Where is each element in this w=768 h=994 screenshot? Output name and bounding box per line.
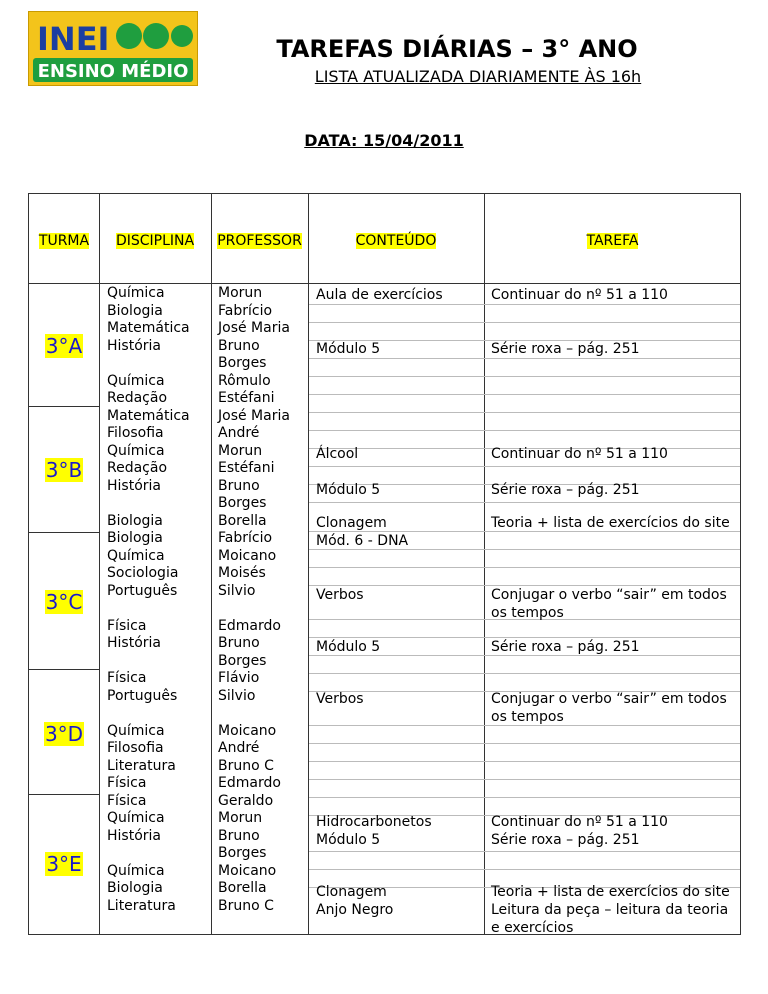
- disciplina-cell: Física: [107, 792, 147, 809]
- professor-cell: Bruno C: [218, 757, 274, 774]
- turma-divider: [28, 406, 99, 407]
- disciplina-cell: Física: [107, 775, 147, 791]
- professor-cell: Edmardo: [218, 775, 281, 791]
- tarefa-cell: Série roxa – pág. 251: [491, 341, 640, 357]
- professor-cell: Silvio: [218, 687, 256, 704]
- disciplina-cell: História: [107, 337, 161, 354]
- conteudo-cell: Clonagem: [316, 884, 387, 900]
- disciplina-cell: Português: [107, 582, 178, 599]
- professor-cell: Rômulo: [218, 372, 271, 389]
- tarefa-cell: Continuar do nº 51 a 110: [491, 814, 668, 830]
- tarefa-cell: Série roxa – pág. 251: [491, 482, 640, 498]
- tarefa-cell: Conjugar o verbo “sair” em todos os tempos: [491, 691, 727, 725]
- disciplina-cell: Filosofia: [107, 740, 164, 756]
- disciplina-cell: Matemática: [107, 407, 190, 424]
- professor-cell: Borges: [218, 652, 267, 669]
- professor-cell: Borges: [218, 845, 267, 861]
- professor-cell: Edmardo: [218, 617, 281, 634]
- conteudo-cell: Álcool: [316, 446, 359, 462]
- turma-divider: [28, 532, 99, 533]
- turma-label: 3°D: [44, 722, 84, 746]
- professor-cell: Bruno: [218, 827, 260, 844]
- professor-cell: Estéfani: [218, 390, 275, 406]
- professor-cell: Flávio: [218, 670, 260, 686]
- col-header-conteudo: CONTEÚDO: [355, 233, 437, 249]
- disciplina-cell: História: [107, 477, 161, 494]
- professor-cell: Bruno: [218, 477, 260, 494]
- professor-cell: Bruno: [218, 635, 260, 651]
- disciplina-cell: Redação: [107, 460, 168, 476]
- disciplina-cell: Redação: [107, 390, 168, 406]
- tarefa-cell: Teoria + lista de exercícios do site: [491, 884, 730, 900]
- conteudo-cell: Hidrocarbonetos: [316, 814, 432, 830]
- conteudo-cell: Módulo 5: [316, 639, 381, 655]
- tarefa-cell: Série roxa – pág. 251: [491, 639, 640, 655]
- tarefa-cell: Continuar do nº 51 a 110: [491, 446, 668, 462]
- professor-cell: Moicano: [218, 722, 277, 739]
- professor-cell: Bruno C: [218, 897, 274, 914]
- professor-cell: Morun: [218, 810, 263, 826]
- disciplina-cell: Química: [107, 547, 165, 564]
- disciplina-cell: Matemática: [107, 320, 190, 336]
- professor-cell: Morun: [218, 442, 263, 459]
- logo-top-text: INEI: [37, 20, 110, 58]
- disciplina-cell: Química: [107, 810, 165, 826]
- professor-cell: Geraldo: [218, 792, 274, 809]
- turma-label: 3°E: [46, 852, 82, 876]
- professor-cell: José Maria: [218, 407, 290, 424]
- disciplina-cell: História: [107, 827, 161, 844]
- page-date: DATA: 15/04/2011: [304, 131, 464, 150]
- tarefa-cell: Teoria + lista de exercícios do site: [491, 515, 730, 531]
- disciplina-cell: Literatura: [107, 897, 176, 914]
- col-header-professor: PROFESSOR: [217, 233, 302, 249]
- conteudo-cell: Módulo 5: [316, 341, 381, 357]
- disciplina-cell: Física: [107, 670, 147, 686]
- disciplina-cell: Sociologia: [107, 565, 179, 581]
- professor-cell: Borges: [218, 495, 267, 511]
- disciplina-cell: Português: [107, 687, 178, 704]
- professor-cell: Bruno: [218, 337, 260, 354]
- turma-label: 3°A: [45, 334, 83, 358]
- disciplina-cell: Química: [107, 372, 165, 389]
- conteudo-cell: Módulo 5: [316, 482, 381, 498]
- disciplina-cell: Biologia: [107, 880, 163, 896]
- professor-cell: Fabrício: [218, 530, 273, 546]
- tarefa-cell: Continuar do nº 51 a 110: [491, 287, 668, 303]
- page-title: TAREFAS DIÁRIAS – 3° ANO: [276, 35, 638, 63]
- conteudo-cell: Mód. 6 - DNA: [316, 533, 409, 549]
- professor-cell: Borella: [218, 880, 267, 896]
- tarefa-cell: Leitura da peça – leitura da teoria e exercícios: [491, 902, 729, 936]
- professor-cell: André: [218, 425, 260, 441]
- page-subtitle: LISTA ATUALIZADA DIARIAMENTE ÀS 16h: [314, 67, 642, 86]
- conteudo-cell: Verbos: [316, 691, 364, 707]
- turma-label: 3°B: [45, 458, 83, 482]
- disciplina-cell: Química: [107, 722, 165, 739]
- professor-cell: Moisés: [218, 565, 266, 581]
- tarefa-cell: Série roxa – pág. 251: [491, 832, 640, 848]
- logo-bottom-text: ENSINO MÉDIO: [37, 61, 189, 82]
- disciplina-cell: Literatura: [107, 757, 176, 774]
- disciplina-cell: Biologia: [107, 530, 163, 546]
- professor-cell: Fabrício: [218, 302, 273, 319]
- disciplina-cell: Química: [107, 862, 165, 879]
- disciplina-cell: Física: [107, 617, 147, 634]
- professor-cell: Moicano: [218, 862, 277, 879]
- professor-cell: Borges: [218, 355, 267, 371]
- disciplina-cell: Química: [107, 442, 165, 459]
- conteudo-cell: Aula de exercícios: [316, 287, 443, 303]
- tarefa-cell: Conjugar o verbo “sair” em todos os tempos: [491, 587, 727, 621]
- col-header-disciplina: DISCIPLINA: [115, 233, 195, 249]
- col-header-tarefa: TAREFA: [586, 233, 639, 249]
- professor-cell: Borella: [218, 512, 267, 529]
- disciplina-cell: Biologia: [107, 302, 163, 319]
- conteudo-cell: Verbos: [316, 587, 364, 603]
- turma-divider: [28, 794, 99, 795]
- conteudo-cell: Clonagem: [316, 515, 387, 531]
- professor-cell: José Maria: [218, 320, 290, 336]
- grid-line: [99, 193, 100, 935]
- professor-cell: Moicano: [218, 547, 277, 564]
- grid-line: [211, 193, 212, 935]
- conteudo-cell: Módulo 5: [316, 832, 381, 848]
- professor-cell: Morun: [218, 285, 263, 301]
- disciplina-cell: História: [107, 635, 161, 651]
- disciplina-cell: Química: [107, 285, 165, 301]
- turma-divider: [28, 669, 99, 670]
- professor-cell: André: [218, 740, 260, 756]
- school-logo: [28, 11, 198, 86]
- conteudo-cell: Anjo Negro: [316, 902, 394, 918]
- professor-cell: Estéfani: [218, 460, 275, 476]
- disciplina-cell: Filosofia: [107, 425, 164, 441]
- col-header-turma: TURMA: [38, 233, 90, 249]
- disciplina-cell: Biologia: [107, 512, 163, 529]
- professor-cell: Silvio: [218, 582, 256, 599]
- turma-label: 3°C: [45, 590, 83, 614]
